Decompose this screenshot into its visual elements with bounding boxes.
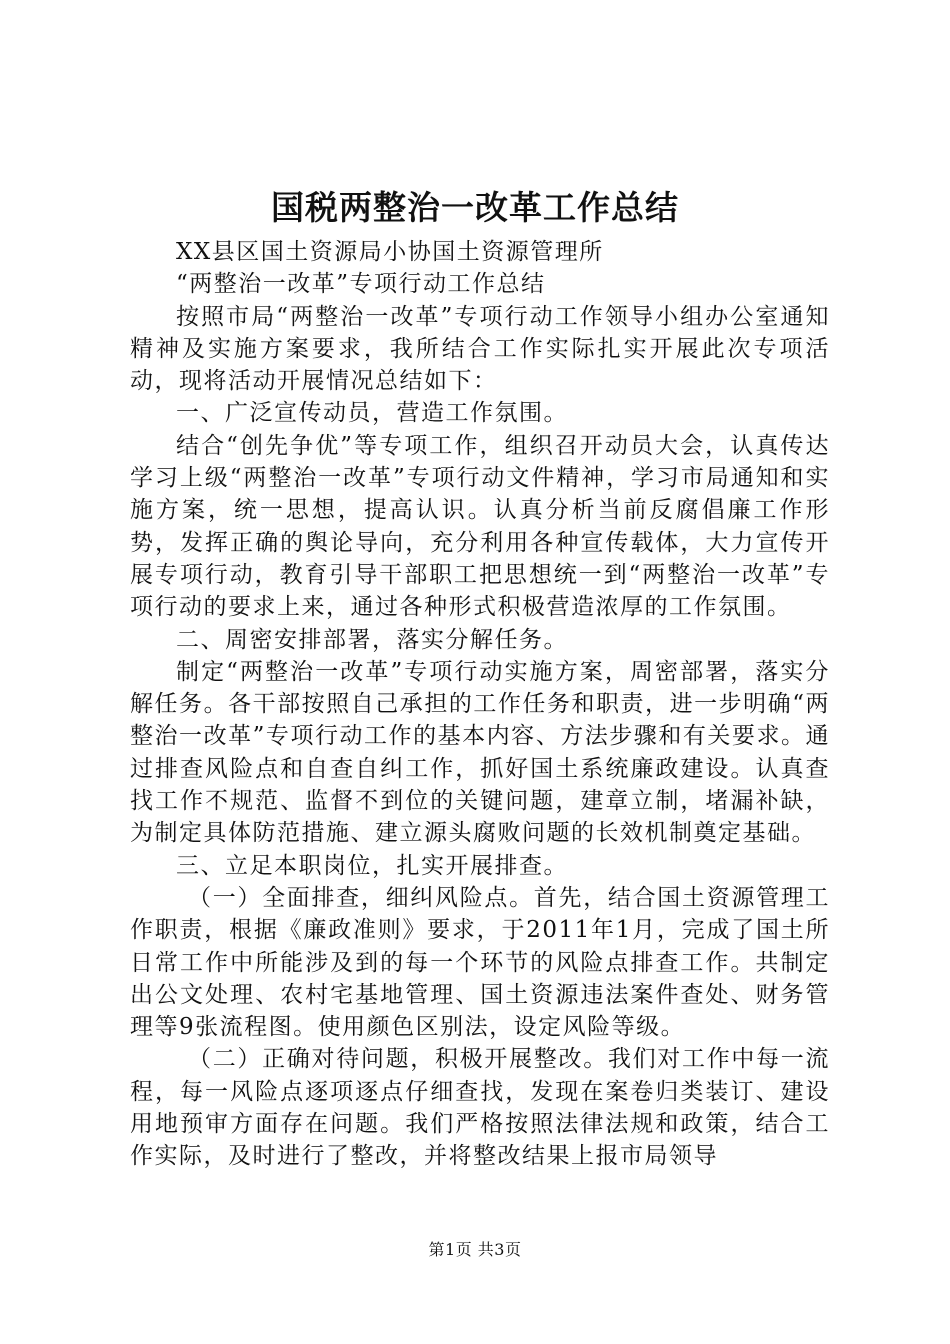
- paragraph-subsection-2: （二）正确对待问题，积极开展整改。我们对工作中每一流程，每一风险点逐项逐点仔细查找，发现在案卷归类装订、建设用地预审方面存在问题。我们严格按照法律法规和政策，结合工作实际，及时进行了整改，并将整改结果上报市局领导: [130, 1046, 830, 1170]
- paragraph-subtitle: “两整治一改革”专项行动工作总结: [176, 271, 546, 298]
- paragraph-section-2: 制定“两整治一改革”专项行动实施方案，周密部署，落实分解任务。各干部按照自己承担的工作任务和职责，进一步明确“两整治一改革”专项行动工作的基本内容、方法步骤和有关要求。通过排查风险点和自查自纠工作，抓好国土系统廉政建设。认真查找工作不规范、监督不到位的关键问题，建章立制，堵漏补缺，为制定具体防范措施、建立源头腐败问题的长效机制奠定基础。: [130, 658, 830, 847]
- paragraph-section-1: 结合“创先争优”等专项工作，组织召开动员大会，认真传达学习上级“两整治一改革”专项行动文件精神，学习市局通知和实施方案，统一思想，提高认识。认真分析当前反腐倡廉工作形势，发挥正确的舆论导向，充分利用各种宣传载体，大力宣传开展专项行动，教育引导干部职工把思想统一到“两整治一改革”专项行动的要求上来，通过各种形式积极营造浓厚的工作氛围。: [130, 432, 830, 621]
- paragraph-intro: 按照市局“两整治一改革”专项行动工作领导小组办公室通知精神及实施方案要求，我所结合工作实际扎实开展此次专项活动，现将活动开展情况总结如下：: [130, 303, 830, 395]
- paragraph-subsection-1: （一）全面排查，细纠风险点。首先，结合国土资源管理工作职责，根据《廉政准则》要求，于2011年1月，完成了国土所日常工作中所能涉及到的每一个环节的风险点排查工作。共制定出公文处理、农村宅基地管理、国土资源违法案件查处、财务管理等9张流程图。使用颜色区别法，设定风险等级。: [130, 884, 830, 1041]
- document-title: 国税两整治一改革工作总结: [271, 188, 679, 227]
- page-number-footer: 第1页 共3页: [428, 1240, 522, 1259]
- paragraph-org-name: XX县区国土资源局小协国土资源管理所: [176, 239, 604, 265]
- section-heading-3: 三、立足本职岗位，扎实开展排查。: [176, 852, 568, 879]
- section-heading-2: 二、周密安排部署，落实分解任务。: [176, 626, 568, 653]
- document-body: [130, 236, 830, 1173]
- section-heading-1: 一、广泛宣传动员，营造工作氛围。: [176, 400, 568, 427]
